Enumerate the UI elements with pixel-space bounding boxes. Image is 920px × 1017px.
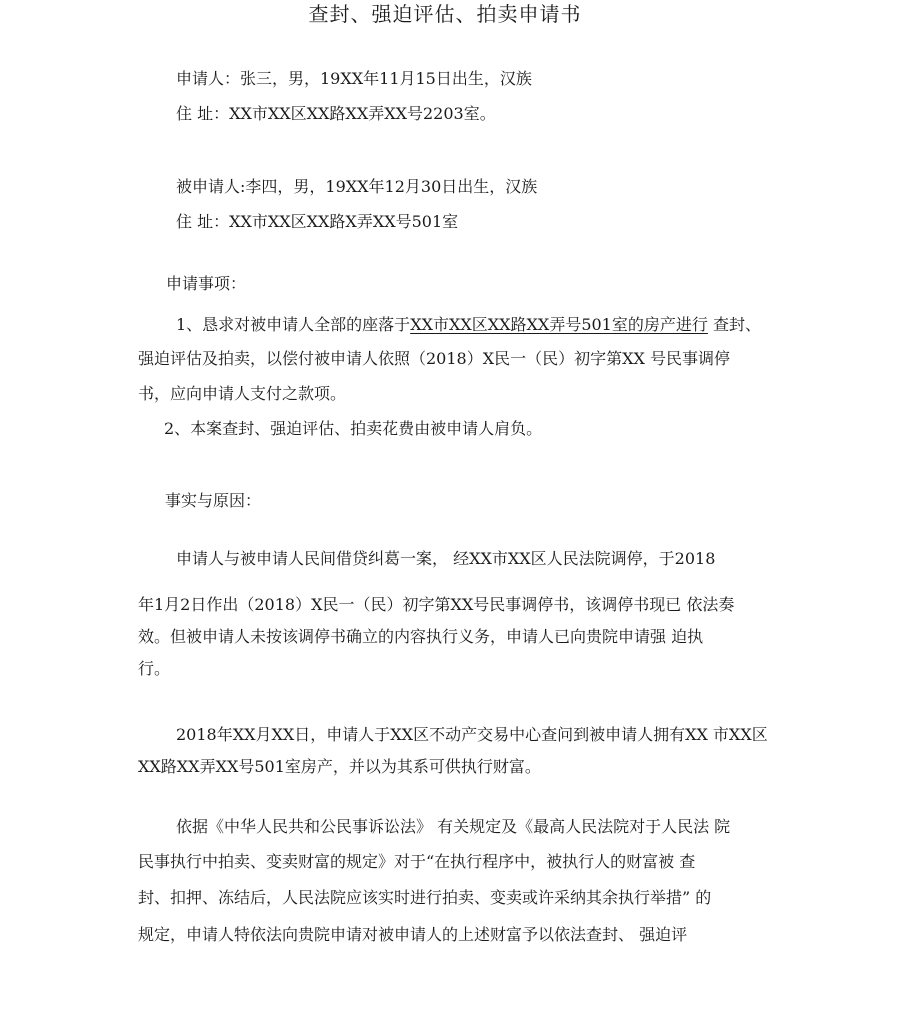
- facts-paragraph-1-line-3: 效。但被申请人未按该调停书确立的内容执行义务，申请人已向贵院申请强 迫执: [138, 627, 704, 646]
- document-title: 查封、强迫评估、拍卖申请书: [308, 2, 582, 26]
- matter-item-2: 2、本案查封、强迫评估、拍卖花费由被申请人肩负。: [164, 419, 543, 438]
- matter-item-1: [176, 314, 761, 336]
- facts-paragraph-1-line-4: 行。: [138, 659, 171, 678]
- matter-item-1-suffix: 查封、: [707, 315, 761, 334]
- facts-paragraph-2-line-2: XX路XX弄XX号501室房产，并以为其系可供执行财富。: [138, 757, 541, 776]
- facts-paragraph-3-line-4: 规定，申请人特依法向贵院申请对被申请人的上述财富予以依法查封、 强迫评: [138, 925, 688, 944]
- respondent-address: 住 址：XX市XX区XX路X弄XX号501室: [176, 212, 459, 231]
- facts-paragraph-2-line-1: 2018年XX月XX日，申请人于XX区不动产交易中心查问到被申请人拥有XX 市XX区: [176, 725, 768, 744]
- facts-paragraph-1-line-2: 年1月2日作出（2018）X民一（民）初字第XX号民事调停书，该调停书现已 依法奏: [138, 595, 735, 614]
- facts-paragraph-3-line-2: 民事执行中拍卖、变卖财富的规定》对于“在执行程序中，被执行人的财富被 查: [138, 852, 696, 871]
- matter-item-1-property: XX市XX区XX路XX弄号501室的房产进行: [410, 315, 708, 334]
- facts-paragraph-3-line-3: 封、扣押、冻结后，人民法院应该实时进行拍卖、变卖或许采纳其余执行举措” 的: [138, 888, 712, 907]
- applicant-address: 住 址：XX市XX区XX路XX弄XX号2203室。: [176, 104, 496, 123]
- matter-item-1-prefix: 1、恳求对被申请人全部的座落于: [176, 315, 411, 334]
- facts-heading: 事实与原因：: [165, 491, 262, 510]
- facts-paragraph-3-line-1: 依据《中华人民共和公民事诉讼法》 有关规定及《最高人民法院对于人民法 院: [176, 817, 731, 836]
- applicant-info: 申请人：张三，男，19XX年11月15日出生，汉族: [176, 69, 532, 88]
- matters-heading: 申请事项：: [166, 274, 247, 293]
- matter-item-1-line-2: 强迫评估及拍卖，以偿付被申请人依照（2018）X民一（民）初字第XX 号民事调停: [138, 349, 730, 368]
- respondent-info: 被申请人:李四，男，19XX年12月30日出生，汉族: [176, 177, 538, 196]
- matter-item-1-line-3: 书，应向申请人支付之款项。: [138, 384, 347, 403]
- facts-paragraph-1-line-1: 申请人与被申请人民间借贷纠葛一案， 经XX市XX区人民法院调停，于2018: [176, 549, 716, 568]
